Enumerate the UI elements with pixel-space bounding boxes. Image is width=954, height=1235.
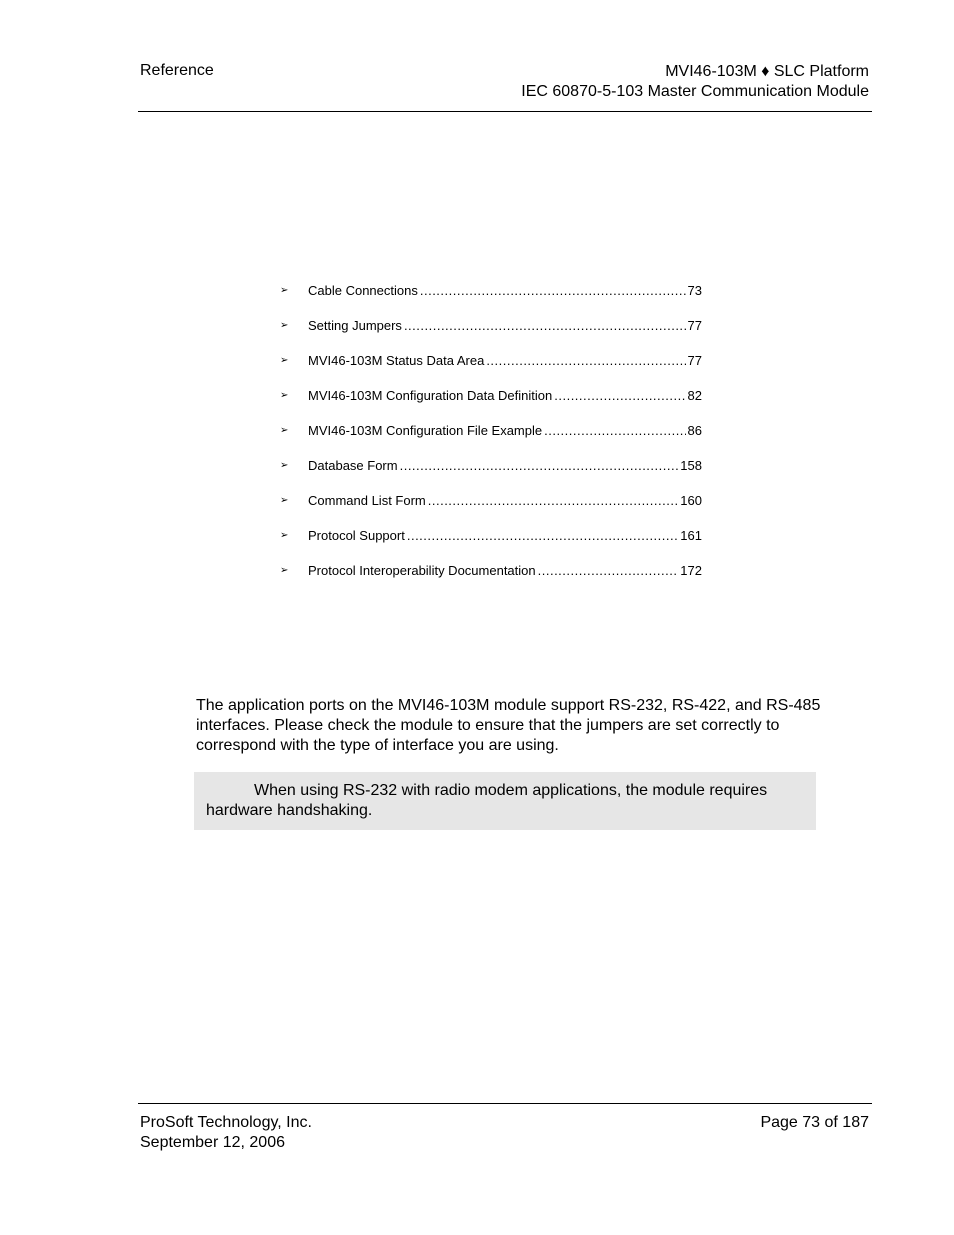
toc-label: MVI46-103M Status Data Area (308, 353, 485, 368)
toc-label: Command List Form (308, 493, 426, 508)
toc-page: 86 (687, 423, 702, 438)
footer-date: September 12, 2006 (140, 1134, 285, 1151)
toc-leader (554, 387, 685, 405)
toc-item[interactable] (280, 352, 702, 387)
toc-leader (420, 282, 686, 300)
toc-leader (486, 352, 685, 370)
note-text: When using RS-232 with radio modem applications, the module requires hardware handshaking. (206, 782, 768, 819)
toc-leader (428, 492, 679, 510)
toc-bullet-icon: ➢ (280, 285, 289, 296)
toc-page: 161 (680, 528, 702, 543)
footer-page-number: Page 73 of 187 (760, 1114, 869, 1131)
toc-label: Database Form (308, 458, 398, 473)
toc-page: 82 (687, 388, 702, 403)
toc-page: 77 (687, 318, 702, 333)
toc-page: 73 (687, 283, 702, 298)
toc-item[interactable] (280, 492, 702, 527)
toc-leader (400, 457, 679, 475)
toc-item[interactable] (280, 282, 702, 317)
page-header-right (521, 62, 869, 102)
toc-bullet-icon: ➢ (280, 530, 289, 541)
toc-leader (544, 422, 685, 440)
toc-item[interactable] (280, 387, 702, 422)
page-header-left: Reference (140, 62, 214, 79)
toc-label: Cable Connections (308, 283, 418, 298)
footer-left (140, 1113, 312, 1153)
toc-bullet-icon: ➢ (280, 460, 289, 471)
toc-label: MVI46-103M Configuration Data Definition (308, 388, 553, 403)
body-paragraph: The application ports on the MVI46-103M module support RS-232, RS-422, and RS-485 interfaces. Please check the module to ensure that the jumpers are set correctly to correspond with the type of interface you are using. (196, 697, 821, 754)
header-rule (138, 111, 872, 112)
toc-bullet-icon: ➢ (280, 495, 289, 506)
toc-list (280, 282, 702, 597)
toc-label: Protocol Support (308, 528, 405, 543)
toc-leader (538, 562, 679, 580)
toc-item[interactable] (280, 457, 702, 492)
toc-bullet-icon: ➢ (280, 320, 289, 331)
toc-leader (407, 527, 678, 545)
footer-company: ProSoft Technology, Inc. (140, 1114, 312, 1131)
toc-label: MVI46-103M Configuration File Example (308, 423, 543, 438)
toc-page: 77 (687, 353, 702, 368)
footer-rule (138, 1103, 872, 1104)
header-module-title: IEC 60870-5-103 Master Communication Module (521, 83, 869, 100)
header-product-title: MVI46-103M ♦ SLC Platform (665, 63, 869, 80)
toc-bullet-icon: ➢ (280, 390, 289, 401)
toc-leader (404, 317, 686, 335)
toc-item[interactable] (280, 527, 702, 562)
toc-page: 172 (680, 563, 702, 578)
toc-label: Setting Jumpers (308, 318, 402, 333)
toc-item[interactable] (280, 562, 702, 597)
toc-page: 160 (680, 493, 702, 508)
toc-label: Protocol Interoperability Documentation (308, 563, 536, 578)
toc-item[interactable] (280, 317, 702, 352)
toc-bullet-icon: ➢ (280, 425, 289, 436)
toc-item[interactable] (280, 422, 702, 457)
note-box (194, 772, 816, 830)
toc-page: 158 (680, 458, 702, 473)
toc-bullet-icon: ➢ (280, 355, 289, 366)
toc-bullet-icon: ➢ (280, 565, 289, 576)
